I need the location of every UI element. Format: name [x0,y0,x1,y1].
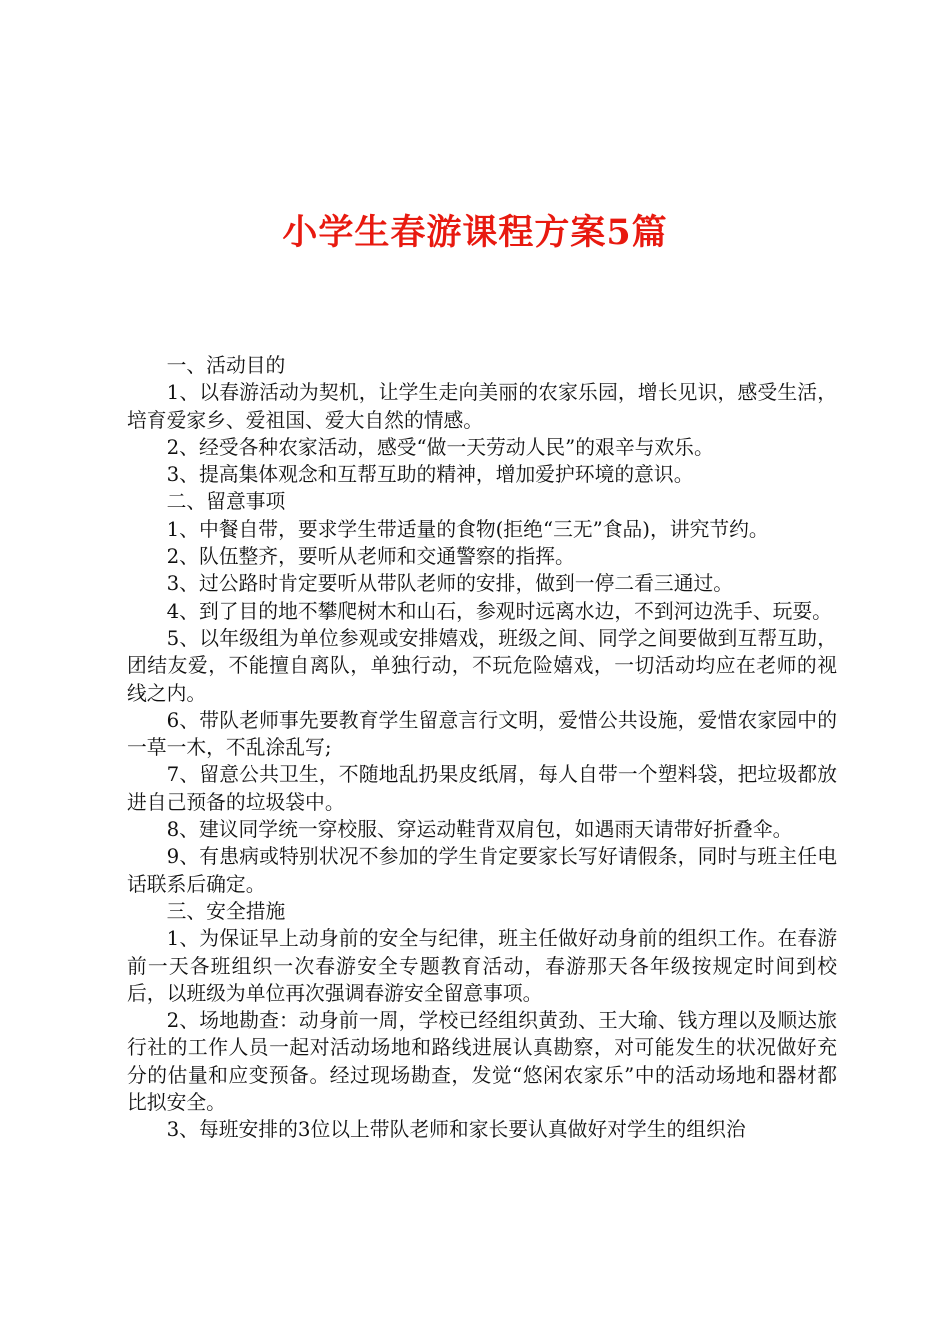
paragraph: 4、到了目的地不攀爬树木和山石，参观时远离水边，不到河边洗手、玩耍。 [166,599,832,623]
paragraph: 1、为保证早上动身前的安全与纪律，班主任做好动身前的组织工作。在春游前一天各班组织一次春游安全专题教育活动，春游那天各年级按规定时间到校后，以班级为单位再次强调春游安全留意事项。 [127,927,837,1005]
section-heading-safety: 三、安全措施 [166,899,286,923]
document-body [127,352,837,1144]
paragraph: 2、队伍整齐，要听从老师和交通警察的指挥。 [166,545,575,569]
paragraph: 3、提高集体观念和互帮互助的精神，增加爱护环境的意识。 [166,463,694,487]
paragraph: 1、中餐自带，要求学生带适量的食物(拒绝“三无”食品)，讲究节约。 [166,517,769,541]
section-heading-purpose: 一、活动目的 [166,354,286,377]
paragraph: 8、建议同学统一穿校服、穿运动鞋背双肩包，如遇雨天请带好折叠伞。 [166,818,793,842]
paragraph: 6、带队老师事先要教育学生留意言行文明，爱惜公共设施，爱惜农家园中的一草一木，不乱涂乱写; [127,708,837,760]
section-heading-notes: 二、留意事项 [166,490,286,514]
paragraph: 9、有患病或特别状况不参加的学生肯定要家长写好请假条，同时与班主任电话联系后确定。 [127,845,837,896]
paragraph: 5、以年级组为单位参观或安排嬉戏，班级之间、同学之间要做到互帮互助，团结友爱，不能擅自离队，单独行动，不玩危险嬉戏，一切活动均应在老师的视线之内。 [127,626,837,705]
paragraph: 7、留意公共卫生，不随地乱扔果皮纸屑，每人自带一个塑料袋，把垃圾都放进自己预备的垃圾袋中。 [127,763,837,814]
paragraph: 2、场地勘查：动身前一周，学校已经组织黄劲、王大瑜、钱方理以及顺达旅行社的工作人员一起对活动场地和路线进展认真勘察，对可能发生的状况做好充分的估量和应变预备。经过现场勘查，发觉“悠闲农家乐”中的活动场地和器材都比拟安全。 [127,1009,837,1115]
paragraph: 3、过公路时肯定要听从带队老师的安排，做到一停二看三通过。 [166,572,734,596]
paragraph: 3、每班安排的3位以上带队老师和家长要认真做好对学生的组织治 [166,1118,746,1142]
document-title: 小学生春游课程方案5篇 [282,212,668,253]
paragraph: 1、以春游活动为契机，让学生走向美丽的农家乐园，增长见识，感受生活，培育爱家乡、爱祖国、爱大自然的情感。 [127,381,837,432]
paragraph: 2、经受各种农家活动，感受“做一天劳动人民”的艰辛与欢乐。 [166,435,714,459]
